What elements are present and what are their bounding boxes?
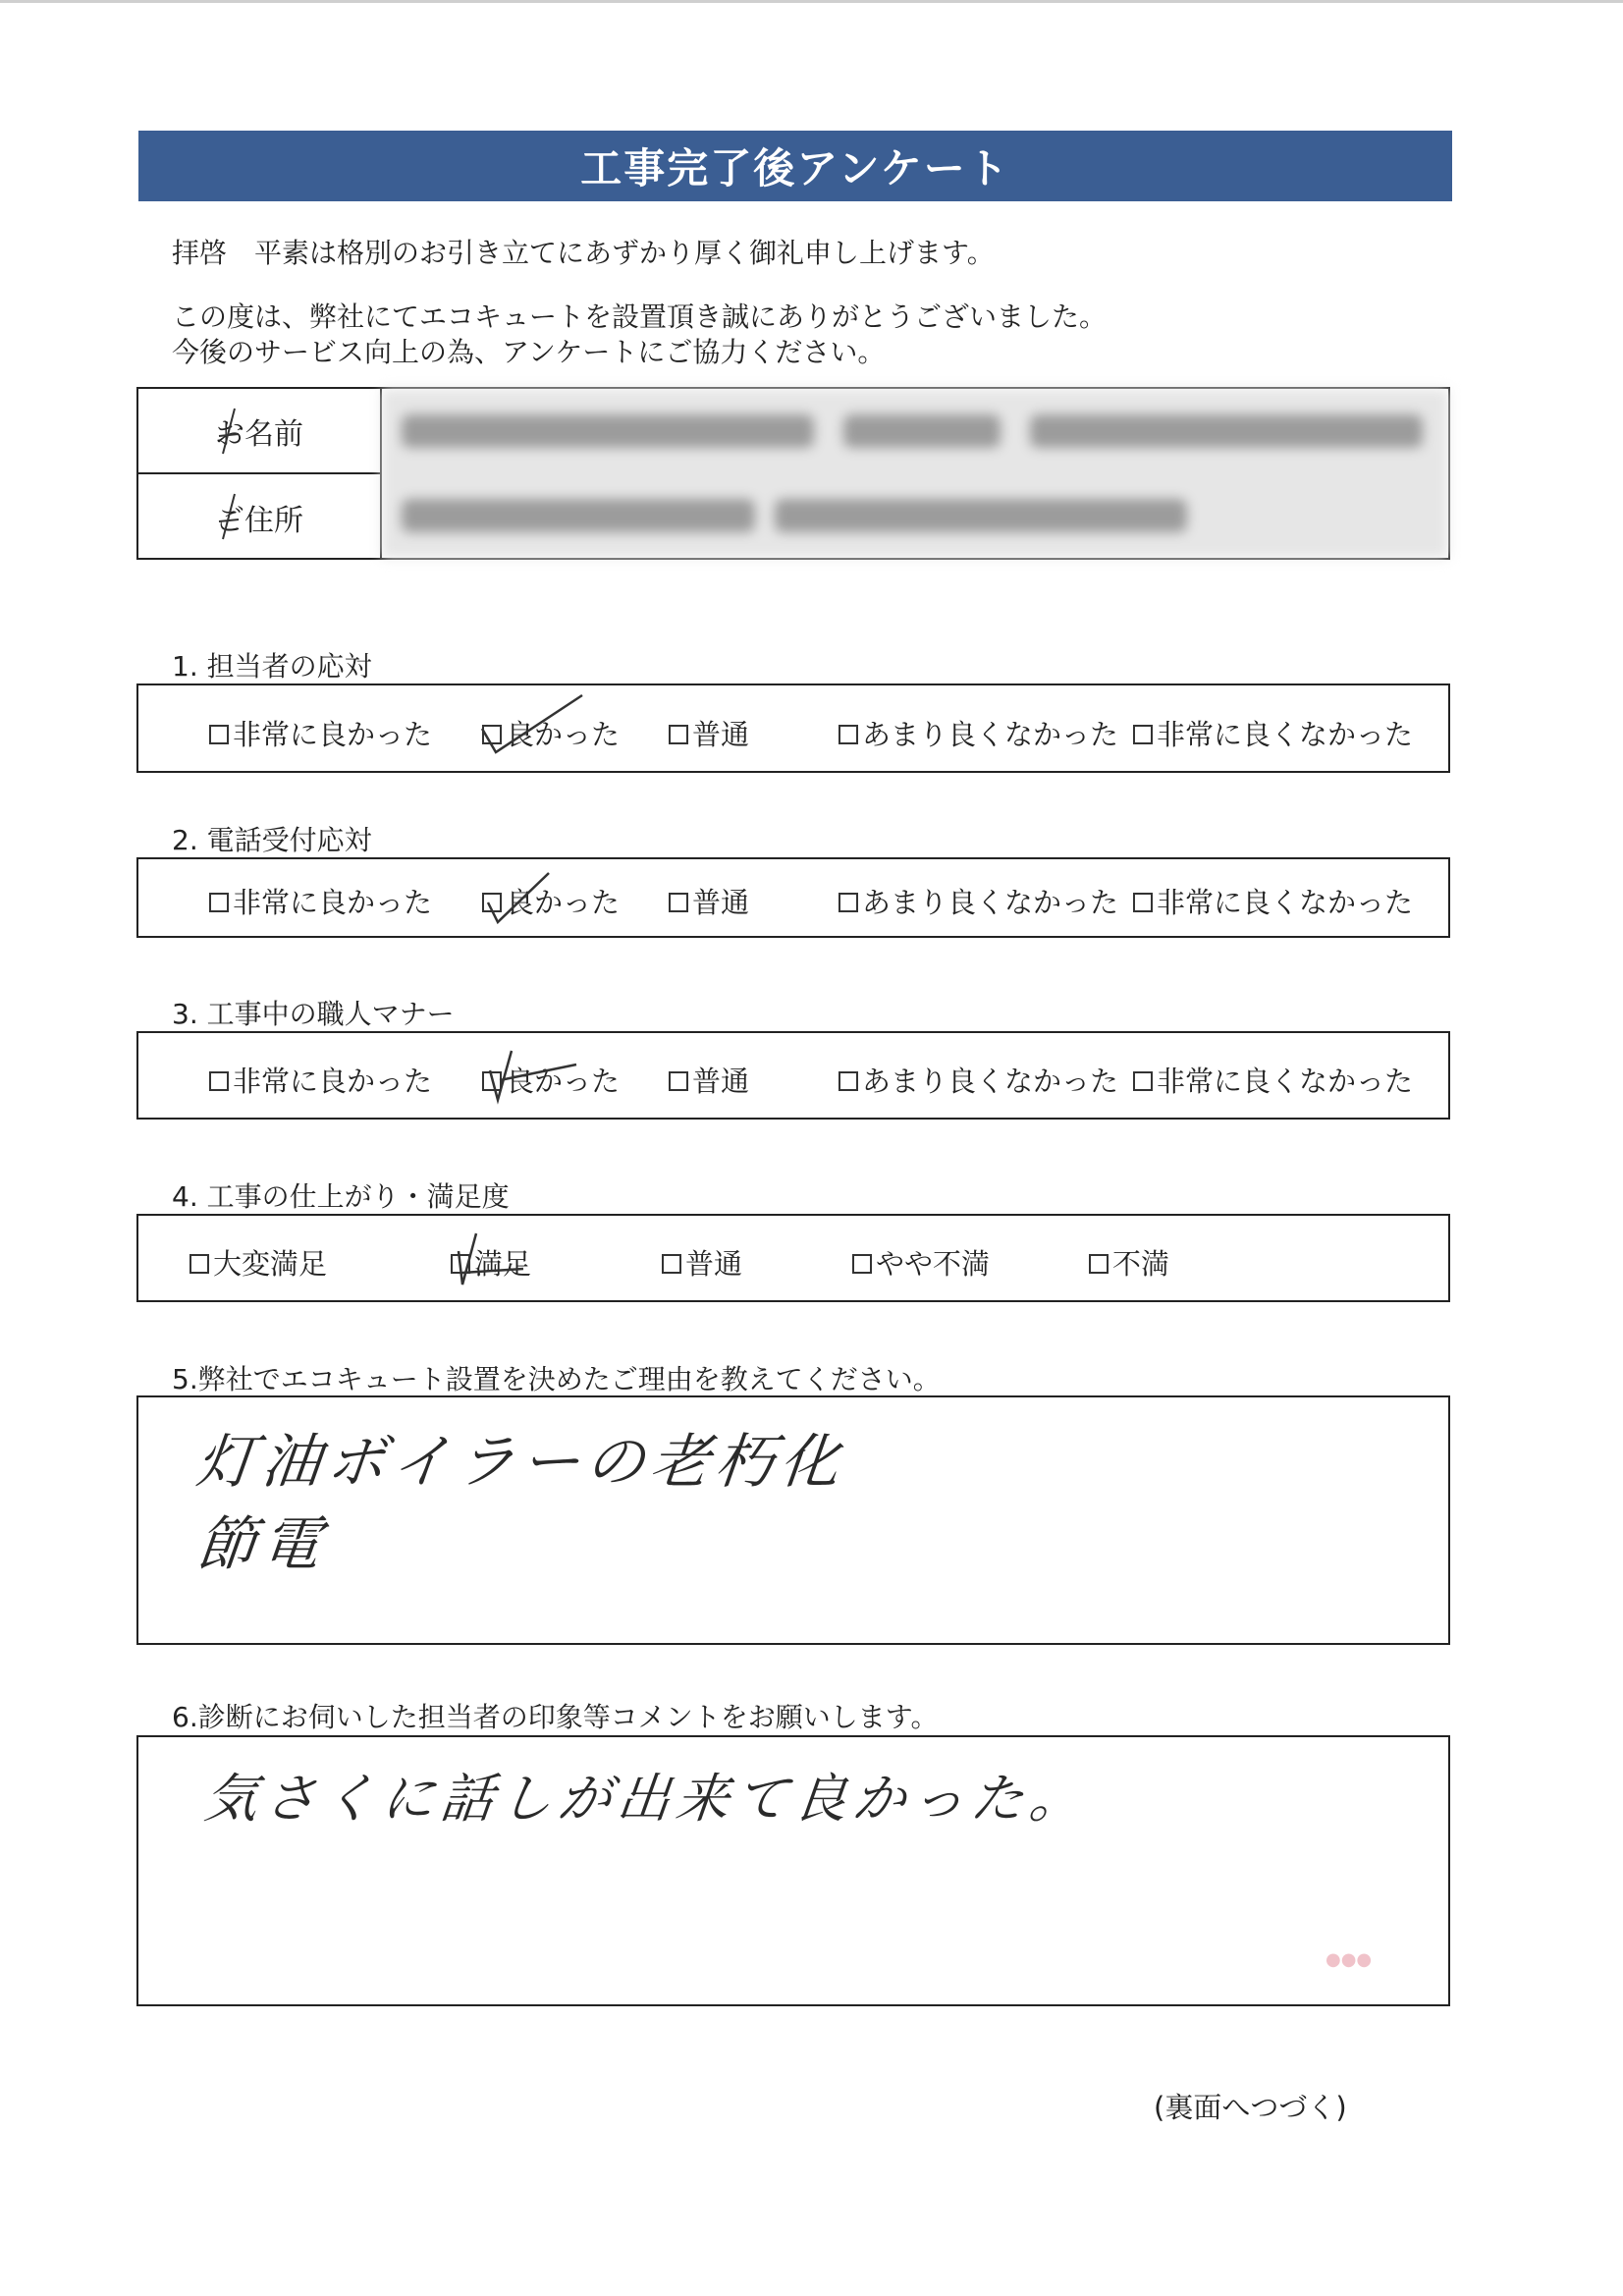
address-label: ご住所 — [215, 503, 303, 538]
intro-line-2: 今後のサービス向上の為、アンケートにご協力ください。 — [172, 336, 886, 368]
faint-stamp-mark: ●●● — [1325, 1949, 1373, 1970]
check-mark-icon — [482, 1041, 580, 1106]
check-mark-icon — [449, 1224, 527, 1288]
checkbox-icon — [1089, 1254, 1109, 1274]
q5-answer-line-2: 節電 — [192, 1510, 331, 1579]
checkbox-icon — [1133, 725, 1153, 744]
q4-option-4[interactable]: やや不満 — [852, 1242, 990, 1283]
q4-option-5[interactable]: 不満 — [1089, 1242, 1169, 1283]
q3-option-5[interactable]: 非常に良くなかった — [1133, 1060, 1413, 1100]
question-6-label: 6.診断にお伺いした担当者の印象等コメントをお願いします。 — [172, 1701, 939, 1733]
checkbox-icon — [209, 725, 229, 744]
question-1-label: 1. 担当者の応対 — [172, 650, 372, 683]
q4-option-2[interactable]: 満足 — [451, 1242, 531, 1283]
q6-answer: 気さくに話しが出来て良かった。 — [201, 1768, 1092, 1830]
q3-option-2[interactable]: 良かった — [482, 1060, 620, 1100]
checkbox-icon — [669, 1071, 688, 1091]
question-4-label: 4. 工事の仕上がり・満足度 — [172, 1180, 510, 1213]
question-3-label: 3. 工事中の職人マナー — [172, 998, 455, 1030]
address-label-cell — [138, 474, 382, 560]
checkbox-icon — [209, 1071, 229, 1091]
q4-option-3[interactable]: 普通 — [662, 1242, 742, 1283]
greeting-text: 拝啓 平素は格別のお引き立てにあずかり厚く御礼申し上げます。 — [172, 237, 995, 269]
checkbox-icon — [669, 725, 688, 744]
checkbox-icon — [839, 893, 858, 912]
check-mark-icon — [484, 869, 553, 928]
checkbox-icon — [669, 893, 688, 912]
question-2-label: 2. 電話受付応対 — [172, 824, 372, 856]
checkbox-icon — [839, 1071, 858, 1091]
checkbox-icon — [839, 725, 858, 744]
question-1-options — [136, 683, 1450, 773]
checkbox-icon — [662, 1254, 681, 1274]
checkbox-icon — [189, 1254, 209, 1274]
q1-option-4[interactable]: あまり良くなかった — [839, 713, 1118, 753]
redacted-personal-info — [382, 389, 1448, 558]
intro-line-1: この度は、弊社にてエコキュートを設置頂き誠にありがとうございました。 — [172, 301, 1108, 333]
q2-option-2[interactable]: 良かった — [482, 881, 620, 921]
checkbox-icon — [1133, 1071, 1153, 1091]
q1-option-3[interactable]: 普通 — [669, 713, 749, 753]
q3-option-3[interactable]: 普通 — [669, 1060, 749, 1100]
page-title: 工事完了後アンケート — [138, 131, 1452, 201]
q2-option-5[interactable]: 非常に良くなかった — [1133, 881, 1413, 921]
question-6-answer-box[interactable] — [136, 1735, 1450, 2006]
checkbox-icon — [852, 1254, 872, 1274]
q1-option-2[interactable]: 良かった — [482, 713, 620, 753]
check-mark-icon — [478, 689, 586, 758]
q3-option-4[interactable]: あまり良くなかった — [839, 1060, 1118, 1100]
continued-on-back-note: (裏面へつづく) — [1154, 2091, 1347, 2124]
checkbox-icon — [1133, 893, 1153, 912]
name-label-cell — [138, 389, 382, 474]
name-label: お名前 — [215, 416, 303, 452]
customer-info-table — [136, 387, 1450, 560]
q4-option-1[interactable]: 大変満足 — [189, 1242, 327, 1283]
q1-option-5[interactable]: 非常に良くなかった — [1133, 713, 1413, 753]
q1-option-1[interactable]: 非常に良かった — [209, 713, 432, 753]
strike-mark-icon — [217, 492, 241, 541]
question-5-label: 5.弊社でエコキュート設置を決めたご理由を教えてください。 — [172, 1363, 941, 1395]
q2-option-1[interactable]: 非常に良かった — [209, 881, 432, 921]
strike-mark-icon — [217, 407, 241, 456]
checkbox-icon — [209, 893, 229, 912]
question-5-answer-box[interactable] — [136, 1395, 1450, 1645]
question-4-options — [136, 1214, 1450, 1302]
question-3-options — [136, 1031, 1450, 1120]
page-edge — [0, 0, 1623, 3]
q3-option-1[interactable]: 非常に良かった — [209, 1060, 432, 1100]
question-2-options — [136, 857, 1450, 938]
q2-option-3[interactable]: 普通 — [669, 881, 749, 921]
q5-answer-line-1: 灯油ボイラーの老朽化 — [192, 1428, 849, 1497]
q2-option-4[interactable]: あまり良くなかった — [839, 881, 1118, 921]
